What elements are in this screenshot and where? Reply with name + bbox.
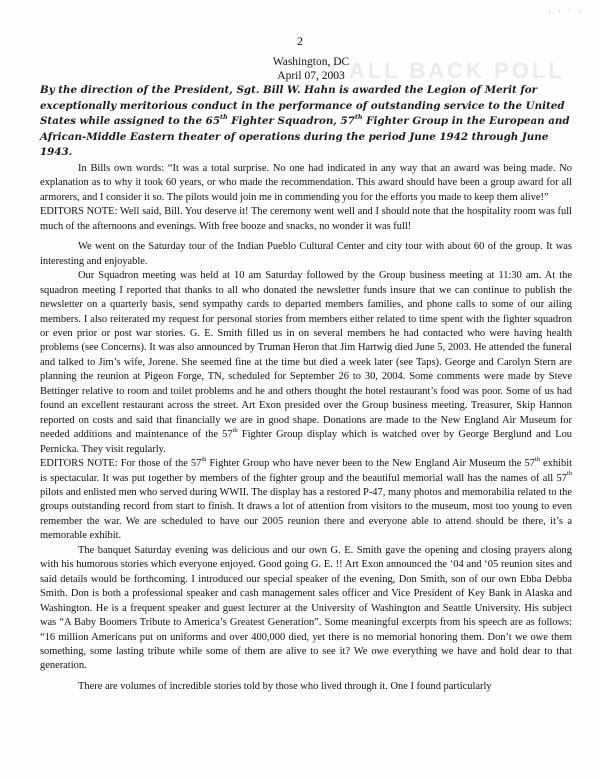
award-citation: By the direction of the President, Sgt. Bill W. Hahn is awarded the Legion of Merit for exceptionally meritorious conduct in the performance of outstanding service to the United States while assigned to the 65th Fighter Squadron, 57th Fighter Group in the European and African-Middle Eastern theater of operations during the period June 1942 through June 1943. [40, 84, 570, 158]
dateline-date: April 07, 2003 [277, 70, 345, 82]
dateline-location: Washington, DC [272, 56, 350, 68]
paragraph-volumes: There are volumes of incredible stories told by those who lived through it. One I found particularly [78, 680, 492, 692]
paragraph-meeting: Our Squadron meeting was held at 10 am Saturday followed by the Group business meeting at 11:30 am. At the squadron meeting I reported that thanks to all who donated the newsletter funds insure that we can continue to publish the newsletter on a quarterly basis, send sympathy cards to departed members families, and phone calls to some of our ailing members. I also reiterated my request for personal stories from members either related to time spent with the fighter squadron or even prior or post war stories. G. E. Smith filled us in on several members he had contacted who were having health problems (see Concerns). It was also announced by Truman Heron that Jim Hartwig died June 5, 2003. He attended the funeral and talked to Jim’s wife, Jorene. She seemed fine at the time but died a week later (see Taps). George and Carolyn Stern are planning the reunion at Pigeon Forge, TN, scheduled for September 26 to 30, 2004. Some comments were made by Steve Bettinger relative to room and toilet problems and he and others thought the hotel restaurant’s food was poor. Some of us had found an excellent restaurant across the street. Art Exon presided over the Group business meeting. Treasurer, Skip Hannon reported on costs and said that financially we are in good shape. Donations are made to the New England Air Museum for needed additions and maintenance of the 57th Fighter Group display which is watched over by George Berglund and Lou Pernicka. They visit regularly. [40, 270, 573, 455]
article-body [40, 162, 572, 694]
page-number: 2 [297, 34, 303, 48]
paragraph-tour: We went on the Saturday tour of the Indian Pueblo Cultural Center and city tour with about 60 of the group. It was interesting and enjoyable. [40, 241, 572, 267]
scan-specks: · · ˙ · [548, 8, 584, 16]
paragraph-editors-note-1: EDITORS NOTE: Well said, Bill. You deserve it! The ceremony went well and I should note that the hospitality room was full much of the afternoons and evenings. With free booze and snacks, no wonder it was full! [40, 206, 572, 232]
paragraph-bills-words: In Bills own words: “It was a total surprise. No one had indicated in any way that an award was being made. No explanation as to why it took 60 years, or who made the recommendation. This award should have been a group award for all armorers, and I consider it so. The pilots would join me in commending you for the efforts you made to keep them alive!” [40, 163, 572, 203]
paragraph-banquet: The banquet Saturday evening was delicious and our own G. E. Smith gave the opening and closing prayers along with his humorous stories which everyone enjoyed. Good going G. E. !! Art Exon announced the ‘04 and ‘05 reunion sites and said details would be forthcoming. I introduced our special speaker of the evening, Don Smith, son of our own Ebba Debba Smith. Don is both a professional speaker and cash management sales officer and Vice President of Key Bank in Alaska and Washington. He is a frequent speaker and guest lecturer at the University of Washington and Seattle University. His subject was “A Baby Boomers Tribute to America’s Greatest Generation”. Some meaningful excerpts from his speech are as follows: “16 million Americans put on uniforms and over 400,000 died, yet there is no memorial honoring them. Don’t we owe them something, some lasting tribute while some of them are alive to see it? We owe everything we have and hold dear to that generation. [40, 544, 572, 672]
bleed-through-text: CALL BACK POLL [330, 58, 565, 83]
paragraph-editors-note-2: EDITORS NOTE: For those of the 57th Fighter Group who have never been to the New England Air Museum the 57th exhibit is spectacular. It was put together by members of the fighter group and the beautiful memorial wall has the names of all 57th pilots and enlisted men who served during WWII. The display has a restored P-47, many photos and memorabilia related to the groups outstanding record from start to finish. It draws a lot of attention from visitors to the museum, most too young to even remember the war. We are scheduled to have our 2005 reunion there and everyone able to attend should be there, it’s a memorable exhibit. [40, 455, 572, 542]
dateline [0, 55, 600, 83]
